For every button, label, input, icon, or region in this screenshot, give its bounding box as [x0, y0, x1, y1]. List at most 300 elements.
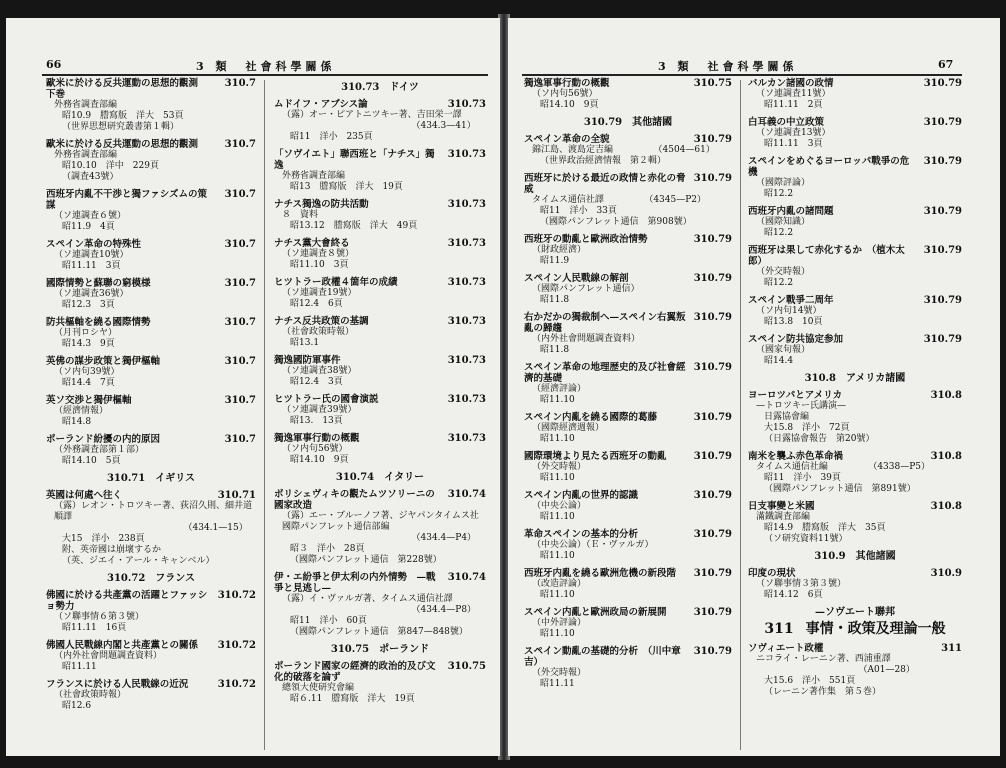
catalog-entry: [524, 451, 732, 484]
entry-title: 英國は何處へ往く: [46, 490, 123, 501]
classification-code: 310.7: [224, 317, 256, 328]
section-heading: 310.72 フランス: [107, 573, 195, 584]
entry-title: スペイン革命の特殊性: [46, 239, 142, 250]
entry-detail: （國際知識）: [756, 217, 811, 227]
entry-title: 伊・エ紛爭と伊太利の内外情勢 —戰爭と見逃し—: [274, 572, 436, 594]
classification-code: 310.79: [923, 117, 962, 128]
section-heading: 310.9 其他諸國: [814, 551, 896, 562]
entry-detail: （ソ内句56號）: [532, 89, 598, 99]
catalog-entry: [748, 334, 962, 367]
catalog-entry: [46, 139, 256, 183]
catalog-entry: [524, 134, 732, 167]
entry-detail: 昭14.4: [764, 356, 794, 366]
classification-code: 310.73: [447, 99, 486, 110]
entry-detail: タイムス通信社譯 （4345—P2）: [532, 195, 707, 205]
catalog-entry: [748, 78, 962, 111]
entry-title: 獨逸軍事行動の概觀: [524, 78, 610, 89]
entry-detail: 昭14.12 6頁: [764, 590, 823, 600]
entry-detail: 昭11.10 3頁: [290, 260, 349, 270]
catalog-entry: [748, 643, 962, 698]
entry-detail: 昭６.11 謄寫版 洋大 19頁: [290, 694, 415, 704]
entry-title: スペインをめぐるヨーロッパ戰爭の危機: [748, 156, 910, 178]
entry-detail: （レーニン著作集 第５巻）: [764, 687, 882, 697]
entry-title: 英ソ交渉と獨伊樞軸: [46, 395, 132, 406]
catalog-entry: [524, 412, 732, 445]
entry-detail: （財政經濟）: [532, 245, 587, 255]
entry-detail: （A01—28）: [764, 665, 915, 675]
entry-detail: （ソ連調査19號）: [282, 288, 357, 298]
catalog-entry: [748, 501, 962, 545]
entries-1: [524, 78, 732, 111]
catalog-entry: [274, 661, 486, 705]
classification-code: 310.79: [693, 568, 732, 579]
entry-detail: 昭12.6: [62, 701, 92, 711]
classification-code: 310.7: [224, 78, 256, 89]
classification-code: 310.73: [447, 316, 486, 327]
right-column-1: [524, 78, 732, 696]
entry-detail: 昭11.10: [540, 551, 575, 561]
section-heading: 310.74 イタリー: [335, 472, 425, 483]
classification-code: 310.73: [447, 199, 486, 210]
classification-code: 310.79: [693, 646, 732, 657]
entry-detail: 昭３ 洋小 28頁: [290, 544, 365, 554]
entry-detail: （國家旬報）: [756, 345, 811, 355]
classification-code: 310.7: [224, 139, 256, 150]
entry-detail: （ソ聯事情６第３號）: [54, 612, 145, 622]
catalog-entry: [748, 390, 962, 445]
section-heading: 310.79 其他諸國: [583, 117, 673, 128]
entry-detail: 附、英帝國は崩壞するか: [62, 545, 162, 555]
entry-detail: 昭12.4 3頁: [290, 377, 343, 387]
classification-code: 310.79: [693, 451, 732, 462]
entries-2: [748, 78, 962, 367]
catalog-entry: [524, 529, 732, 562]
classification-code: 310.79: [693, 412, 732, 423]
entry-detail: （434.3—41）: [290, 121, 476, 131]
classification-code: 310.72: [217, 590, 256, 601]
entry-detail: （世界政治經濟情報 第２輯）: [540, 156, 667, 166]
classification-code: 310.7: [224, 395, 256, 406]
catalog-entry: [274, 316, 486, 349]
entry-detail: 大15 洋小 238頁: [62, 534, 145, 544]
entry-title: 南米を襲ふ赤色革命禍: [748, 451, 844, 462]
entry-detail: （經濟情報）: [54, 406, 109, 416]
classification-code: 310.79: [693, 362, 732, 373]
entry-title: スペイン人民戰線の解剖: [524, 273, 629, 284]
entry-detail: 昭13 謄寫版 洋大 19頁: [290, 182, 403, 192]
classification-code: 310.79: [923, 156, 962, 167]
entry-title: スペイン防共協定参加: [748, 334, 844, 345]
entry-title: 西班牙内亂を繞る歐洲危機の新段階: [524, 568, 677, 579]
classification-code: 310.79: [923, 295, 962, 306]
classification-code: 310.73: [447, 355, 486, 366]
entry-detail: 昭11.10: [540, 434, 575, 444]
entry-title: 西班牙内亂不干渉と獨ファシズムの策謀: [46, 189, 208, 211]
entry-detail: 昭12.2: [764, 278, 794, 288]
catalog-entry: [748, 295, 962, 328]
entry-detail: （434.1—15）: [62, 523, 248, 533]
catalog-entry: [46, 356, 256, 389]
entry-detail: 昭14.10 5頁: [62, 456, 121, 466]
entry-detail: （中央公論）（Ｅ・ヴァルガ）: [532, 540, 654, 550]
entry-detail: 昭11.11: [62, 662, 97, 672]
classification-code: 310.79: [923, 78, 962, 89]
entry-title: 國際環境より見たる西班牙の動亂: [524, 451, 667, 462]
catalog-entry: [748, 117, 962, 150]
entry-detail: 昭11.8: [540, 345, 570, 355]
entry-detail: 外務省調査部編: [282, 171, 346, 181]
classification-code: 310.9: [930, 568, 962, 579]
catalog-entry: [274, 489, 486, 566]
entry-title: 防共樞軸を繞る國際情勢: [46, 317, 151, 328]
column-divider: [740, 80, 741, 750]
catalog-entry: [524, 646, 732, 690]
entry-title: 獨逸軍事行動の概觀: [274, 433, 360, 444]
catalog-entry: [274, 99, 486, 143]
classification-code: 310.79: [693, 134, 732, 145]
entry-detail: 大15.8 洋小 72頁: [764, 423, 850, 433]
classification-code: 310.71: [217, 490, 256, 501]
entry-title: スペイン内亂の世界的認識: [524, 490, 639, 501]
catalog-entry: [524, 78, 732, 111]
entry-detail: （日露協會報告 第20號）: [764, 434, 875, 444]
catalog-entry: [46, 490, 256, 567]
catalog-entry: [524, 490, 732, 523]
entry-detail: 昭11.10: [540, 473, 575, 483]
entry-detail: （國際パンフレット通信 第847—848號）: [290, 627, 468, 637]
entry-detail: —トロツキー氏講演—: [756, 401, 847, 411]
entry-detail: 昭11.9 4頁: [62, 222, 115, 232]
entry-title: スペイン内亂を繞る國際的葛藤: [524, 412, 658, 423]
entry-detail: （ソ連調査36號）: [54, 289, 129, 299]
entry-detail: 昭11.10: [540, 629, 575, 639]
entry-title: 佛國人民戰線内閣と共產黨との關係: [46, 640, 199, 651]
catalog-entry: [748, 568, 962, 601]
entry-title: ナチス黨大會終る: [274, 238, 350, 249]
entry-detail: 昭12.3 3頁: [62, 300, 115, 310]
entry-detail: （國際パンフレット通信 第891號）: [764, 484, 916, 494]
entry-detail: 滿鐵調査部編: [756, 512, 811, 522]
catalog-entry: [46, 278, 256, 311]
entry-title: 歐米に於ける反共運動の思想的觀測: [46, 139, 199, 150]
entries-2c: [274, 661, 486, 705]
section-heading: 310.73 ドイツ: [341, 82, 419, 93]
entry-detail: 昭11.11: [540, 679, 575, 689]
entry-detail: （露）レオン・トロツキー著、荻沼久則、細井道順譯: [54, 501, 253, 522]
entry-detail: （外交時報）: [532, 462, 587, 472]
entry-detail: （露）イ・ヴァルガ著、タイムス通信社譯: [282, 594, 453, 604]
classification-code: 310.75: [693, 78, 732, 89]
catalog-entry: [524, 607, 732, 640]
entry-detail: （ソ連調査39號）: [282, 405, 357, 415]
entry-detail: 昭14.4 7頁: [62, 378, 115, 388]
classification-code: 310.79: [923, 245, 962, 256]
entry-detail: （國際パンフレット通信 第908號）: [540, 217, 692, 227]
catalog-entry: [274, 394, 486, 427]
catalog-entry: [524, 362, 732, 406]
entry-detail: 昭14.8: [62, 417, 92, 427]
entry-detail: 昭14.9 謄寫版 洋大 35頁: [764, 523, 886, 533]
entry-detail: 昭11.10: [540, 590, 575, 600]
entry-detail: 昭12.2: [764, 189, 794, 199]
right-page: [508, 18, 1000, 756]
entry-detail: （ソ連調査13號）: [756, 128, 831, 138]
classification-code: 310.73: [447, 277, 486, 288]
catalog-entry: [46, 640, 256, 673]
entry-title: ポーランド紛擾の内的原因: [46, 434, 161, 445]
entry-title: 國際情勢と蘇聯の窮模様: [46, 278, 151, 289]
entry-detail: 昭11.8: [540, 295, 570, 305]
entry-detail: 昭11.10: [540, 512, 575, 522]
catalog-entry: [46, 679, 256, 712]
entry-detail: 昭14.10 9頁: [540, 100, 599, 110]
entry-title: 西班牙内亂の諸問題: [748, 206, 834, 217]
entry-detail: 昭11 洋小 39頁: [764, 473, 841, 483]
entry-detail: 昭11.11 3頁: [62, 261, 121, 271]
catalog-entry: [274, 199, 486, 232]
entry-title: 印度の現状: [748, 568, 796, 579]
catalog-entry: [748, 245, 962, 289]
entry-detail: 昭11.11 2頁: [764, 100, 823, 110]
entry-detail: （英、ジエイ・アール・キャンベル）: [62, 556, 215, 566]
entry-detail: タイムス通信社編 （4338—P5）: [756, 462, 931, 472]
catalog-entry: [748, 156, 962, 200]
catalog-entry: [524, 234, 732, 267]
classification-code: 310.73: [447, 149, 486, 160]
header-rule: [42, 74, 488, 76]
catalog-entry: [46, 78, 256, 133]
classification-code: 310.8: [930, 390, 962, 401]
entry-title: ボリシェヴィキの觀たムツソリーニの國家改造: [274, 489, 435, 511]
entry-detail: 昭13.1: [290, 338, 320, 348]
entry-detail: （國際パンフレット通信 第228號）: [290, 555, 442, 565]
section-heading: 310.71 イギリス: [106, 473, 196, 484]
entry-title: スペイン内亂と歐洲政局の新展開: [524, 607, 667, 618]
entry-detail: 昭11.11 16頁: [62, 623, 127, 633]
running-head: 3 類 社會科學關係: [658, 60, 798, 73]
entry-detail: 昭10.10 洋中 229頁: [62, 161, 159, 171]
left-column-2: [274, 78, 486, 711]
entry-detail: 昭11.11 3頁: [764, 139, 823, 149]
classification-code: 310.79: [693, 234, 732, 245]
entry-detail: （内外社會問題調査資料）: [532, 334, 641, 344]
entry-detail: （ソ連調査38號）: [282, 366, 357, 376]
entry-title: 革命スペインの基本的分析: [524, 529, 639, 540]
entry-detail: （外交時報）: [532, 668, 587, 678]
entries-2d: [748, 643, 962, 698]
classification-code: 310.72: [217, 679, 256, 690]
entry-title: ソヴィエート政權: [748, 643, 824, 654]
entry-title: ナチス反共政策の基調: [274, 316, 369, 327]
classification-code: 310.74: [447, 572, 486, 583]
entry-detail: （434.4—P4）: [290, 533, 477, 543]
catalog-entry: [274, 277, 486, 310]
entry-detail: 總領大使研究會編: [282, 683, 355, 693]
entry-detail: 昭11 洋小 60頁: [290, 616, 367, 626]
entry-detail: （社會政策時報）: [54, 690, 127, 700]
entry-detail: （ソ内句39號）: [54, 367, 120, 377]
entries-2c: [748, 568, 962, 601]
entry-title: フランスに於ける人民戰線の近況: [46, 679, 189, 690]
entries-2: [274, 99, 486, 466]
entry-detail: ８ 資料: [282, 210, 319, 220]
entry-detail: 昭13. 13頁: [290, 416, 343, 426]
entry-title: ムドイフ・アブシス論: [274, 99, 368, 110]
entries-1c: [46, 590, 256, 712]
entry-detail: 昭11.10: [540, 395, 575, 405]
entry-detail: （ソ内句14號）: [756, 306, 822, 316]
right-column-2: [748, 78, 962, 704]
entry-detail: 昭14.3 9頁: [62, 339, 115, 349]
section-heading: 310.75 ポーランド: [330, 644, 430, 655]
section-heading: 310.8 アメリカ諸國: [804, 373, 906, 384]
entry-title: 佛國に於ける共產黨の活躍とファッショ勢力: [46, 590, 208, 612]
classification-code: 310.79: [693, 607, 732, 618]
entry-detail: （外交時報）: [756, 267, 811, 277]
classification-code: 310.7: [224, 278, 256, 289]
classification-code: 310.74: [447, 489, 486, 500]
catalog-entry: [748, 206, 962, 239]
entry-title: ヒツトラー氏の國會演説: [274, 394, 379, 405]
entries-2b: [274, 489, 486, 638]
entry-detail: 昭10.9 謄寫版 洋大 53頁: [62, 111, 184, 121]
entries-1b: [524, 134, 732, 690]
entries-1b: [46, 490, 256, 567]
entry-title: バルカン諸國の政情: [748, 78, 834, 89]
part-label: —ソヴエート聯邦: [815, 607, 895, 618]
entry-detail: （ソ連調査10號）: [54, 250, 129, 260]
entry-detail: （月刊ロシヤ）: [54, 328, 118, 338]
catalog-entry: [46, 590, 256, 634]
catalog-entry: [46, 395, 256, 428]
entry-detail: 昭11 洋小 235頁: [290, 132, 373, 142]
catalog-entry: [524, 273, 732, 306]
entry-title: 日支事變と米國: [748, 501, 815, 512]
classification-code: 310.79: [693, 312, 732, 323]
entry-detail: （内外社會問題調査資料）: [54, 651, 163, 661]
entry-detail: 外務省調査部編: [54, 150, 118, 160]
entry-title: 西班牙は果して赤化するか （植木太郎）: [748, 245, 905, 267]
chapter-heading: 311 事情・政策及理論一般: [764, 621, 946, 637]
entry-detail: （中外評論）: [532, 618, 587, 628]
entries-2b: [748, 390, 962, 545]
catalog-entry: [274, 355, 486, 388]
entry-detail: （世界思想研究叢書第１輯）: [62, 122, 180, 132]
entry-detail: 昭11 洋小 33頁: [540, 206, 617, 216]
entry-detail: （國際經濟週報）: [532, 423, 605, 433]
entry-title: 白耳義の中立政策: [748, 117, 825, 128]
classification-code: 310.73: [447, 433, 486, 444]
entry-detail: （國際パンフレット通信）: [532, 284, 640, 294]
classification-code: 310.75: [447, 661, 486, 672]
catalog-entry: [46, 189, 256, 233]
catalog-entry: [274, 433, 486, 466]
classification-code: 310.72: [217, 640, 256, 651]
entry-title: ポーランド國家の經濟的政治的及び文化的破落を論ず: [274, 661, 436, 683]
entry-detail: 外務省調査部編: [54, 100, 118, 110]
classification-code: 310.7: [224, 189, 256, 200]
entry-title: スペイン革命の全貌: [524, 134, 610, 145]
catalog-entry: [748, 451, 962, 495]
classification-code: 310.7: [224, 434, 256, 445]
column-divider: [264, 80, 265, 750]
header-rule: [522, 74, 962, 76]
entry-detail: （外務調査部第１部）: [54, 445, 145, 455]
entry-detail: 昭14.10 9頁: [290, 455, 349, 465]
entry-title: スペイン動亂の基礎的分析 （川中章吉）: [524, 646, 681, 668]
catalog-entry: [524, 312, 732, 356]
entry-detail: ニコライ・レーニン著、西浦重譯: [756, 654, 891, 664]
classification-code: 311: [941, 643, 962, 654]
running-head: 3 類 社會科學關係: [196, 60, 336, 73]
catalog-entry: [46, 434, 256, 467]
entries-1: [46, 78, 256, 467]
catalog-entry: [46, 317, 256, 350]
entry-detail: （ソ聯事情３第３號）: [756, 579, 847, 589]
classification-code: 310.79: [693, 490, 732, 501]
classification-code: 310.8: [930, 451, 962, 462]
entry-detail: （ソ内句56號）: [282, 444, 348, 454]
entry-title: ヨーロツパとアメリカ: [748, 390, 843, 401]
classification-code: 310.79: [923, 206, 962, 217]
catalog-entry: [274, 238, 486, 271]
entry-title: 獨逸國防軍事件: [274, 355, 341, 366]
entry-title: ヒツトラー政權４箇年の成績: [274, 277, 398, 288]
entry-title: スペイン革命の地理歴史的及び社會經濟的基礎: [524, 362, 686, 384]
catalog-entry: [524, 568, 732, 601]
classification-code: 310.7: [224, 239, 256, 250]
entry-title: ナチス獨逸の防共活動: [274, 199, 369, 210]
entry-title: 右かだかの獨裁制へ—スペイン右翼叛亂の歸趨: [524, 312, 686, 334]
left-column-1: [46, 78, 256, 718]
entry-detail: 昭13.8 10頁: [764, 317, 823, 327]
entry-detail: 昭12.2: [764, 228, 794, 238]
entry-detail: （中央公論）: [532, 501, 587, 511]
entry-detail: （ソ研究資料11號）: [764, 534, 848, 544]
entry-detail: 錦江島、渡島定吉編 （4504—61）: [532, 145, 715, 155]
entry-detail: （434.4—P8）: [290, 605, 477, 615]
classification-code: 310.79: [693, 529, 732, 540]
page-number: 66: [46, 58, 62, 71]
catalog-entry: [524, 173, 732, 228]
entry-detail: （ソ連調査11號）: [756, 89, 831, 99]
entry-detail: 日露協會編: [764, 412, 810, 422]
entry-detail: （ソ連調査６號）: [54, 211, 127, 221]
classification-code: 310.7: [224, 356, 256, 367]
entry-detail: 昭13.12 謄寫版 洋大 49頁: [290, 221, 418, 231]
entry-detail: （改造評論）: [532, 579, 587, 589]
left-page: [6, 18, 500, 756]
classification-code: 310.73: [447, 238, 486, 249]
entry-detail: （經濟評論）: [532, 384, 587, 394]
entry-title: 西班牙に於ける最近の政情と赤化の脅威: [524, 173, 686, 195]
classification-code: 310.79: [923, 334, 962, 345]
page-number: 67: [938, 58, 954, 71]
entry-detail: 大15.6 洋小 551頁: [764, 676, 856, 686]
classification-code: 310.73: [447, 394, 486, 405]
catalog-entry: [274, 572, 486, 638]
entry-title: 歐米に於ける反共運動の思想的觀測 下巻: [46, 78, 208, 100]
entry-detail: （國際評論）: [756, 178, 811, 188]
entry-title: 「ソヴイエト」聯西班と「ナチス」獨逸: [274, 149, 435, 171]
catalog-entry: [46, 239, 256, 272]
entry-detail: 昭12.4 6頁: [290, 299, 343, 309]
entry-title: スペイン戰爭二周年: [748, 295, 834, 306]
classification-code: 310.8: [930, 501, 962, 512]
classification-code: 310.79: [693, 173, 732, 184]
entry-title: 英佛の謀步政策と獨伊樞軸: [46, 356, 161, 367]
classification-code: 310.79: [693, 273, 732, 284]
